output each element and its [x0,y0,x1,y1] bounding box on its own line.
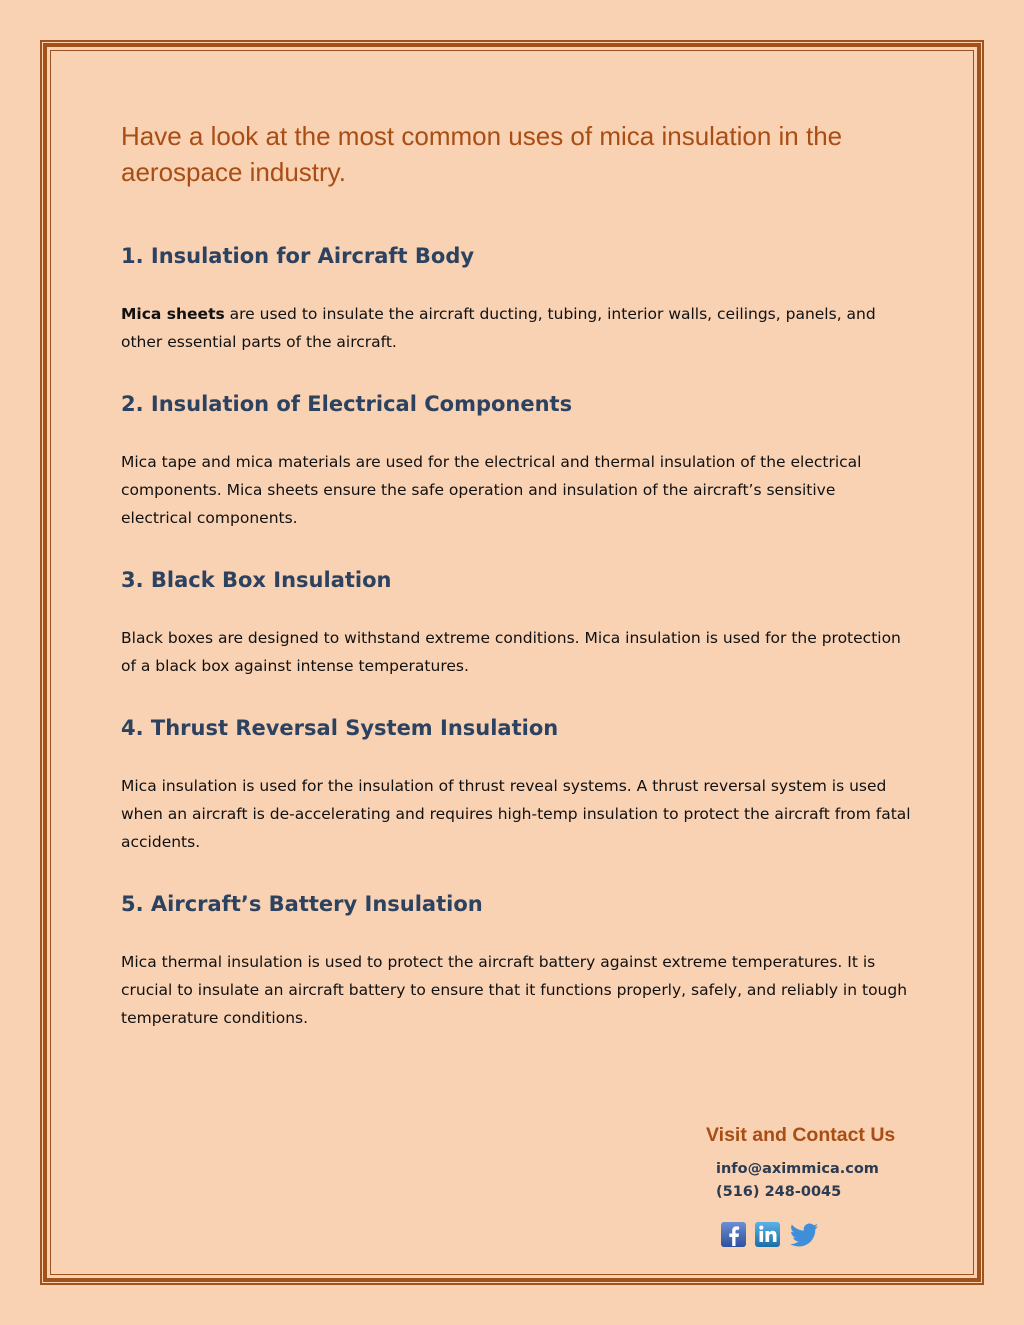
section-electrical-components [121,389,911,532]
contact-block [706,1122,936,1248]
section-thrust-reversal [121,713,911,856]
section-heading: 2. Insulation of Electrical Components [121,392,573,416]
section-text-rest: are used to insulate the aircraft ducting, tubing, interior walls, ceilings, panels, and other essential parts of the aircraft. [121,305,876,351]
bold-lead: Mica sheets [121,305,225,323]
section-heading: 5. Aircraft’s Battery Insulation [121,892,483,916]
document-body [121,118,911,1065]
linkedin-icon[interactable] [754,1220,782,1248]
section-heading: 4. Thrust Reversal System Insulation [121,716,559,740]
social-icons [720,1220,936,1248]
section-battery [121,889,911,1032]
section-text [121,300,911,356]
section-black-box [121,565,911,680]
contact-email[interactable]: info@aximmica.com [716,1161,879,1177]
contact-phone[interactable]: (516) 248-0045 [716,1184,842,1200]
section-heading: 3. Black Box Insulation [121,568,392,592]
contact-title: Visit and Contact Us [706,1124,896,1146]
section-text: Mica thermal insulation is used to protect the aircraft battery against extreme temperatures. It is crucial to insulate an aircraft battery to ensure that it functions properly, safely, and reliably in tough temperature conditions. [121,953,908,1027]
section-text: Mica tape and mica materials are used for the electrical and thermal insulation of the electrical components. Mica sheets ensure the safe operation and insulation of the aircraft’s sensitive electrical components. [121,453,862,527]
facebook-icon[interactable] [720,1220,748,1248]
section-text: Black boxes are designed to withstand extreme conditions. Mica insulation is used for the protection of a black box against intense temperatures. [121,629,901,675]
twitter-icon[interactable] [788,1220,816,1248]
section-aircraft-body [121,241,911,356]
intro-text: Have a look at the most common uses of mica insulation in the aerospace industry. [121,121,843,187]
section-heading: 1. Insulation for Aircraft Body [121,244,475,268]
section-text: Mica insulation is used for the insulation of thrust reveal systems. A thrust reversal system is used when an aircraft is de-accelerating and requires high-temp insulation to protect the aircraft from fatal accidents. [121,777,911,851]
